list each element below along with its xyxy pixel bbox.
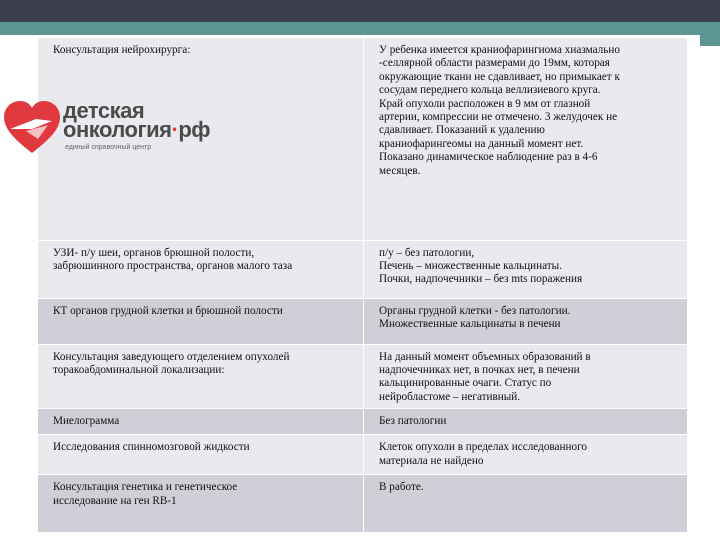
top-dark-bar [0,0,720,22]
row-label: Консультация нейрохирурга: [38,38,364,240]
top-accent-bar [0,22,720,35]
table-row [38,435,688,475]
row-value: На данный момент объемных образований в надпочечниках нет, в почках нет, в печени кальцинированные очаги. Статус по нейробластоме – негативный. [364,344,688,409]
row-value: п/у – без патологии, Печень – множественные кальцинаты. Почки, надпочечники – без mts поражения [364,240,688,298]
row-value: Без патологии [364,409,688,435]
row-value: У ребенка имеется краниофарингиома хиазмально -селлярной области размерами до 19мм, которая окружающие ткани не сдавливает, но примыкает к сосудам переднего кольца веллизиевого круга. Край опухоли расположен в 9 мм от глазной артерии, компрессии не отмечено. 3 желудочек не сдавливает. Показаний к удалению краниофарингеомы на данный момент нет. Показано динамическое наблюдение раз в 4-6 месяцев. [364,38,688,240]
logo-line-1: детская [63,98,145,123]
row-value: В работе. [364,475,688,533]
table-row [38,409,688,435]
table-row [38,240,688,298]
heart-icon [2,99,62,157]
table-row [38,344,688,409]
top-right-corner [700,0,720,46]
logo [2,98,211,157]
table-row [38,298,688,344]
row-label: Миелограмма [38,409,364,435]
row-label: Консультация заведующего отделением опухолей торакоабдоминальной локализации: [38,344,364,409]
row-label: КТ органов грудной клетки и брюшной полости [38,298,364,344]
logo-tagline: единый справочный центр [65,144,152,151]
table-row [38,475,688,533]
row-label: УЗИ- п/у шеи, органов брюшной полости, забрюшинного пространства, органов малого таза [38,240,364,298]
row-value: Клеток опухоли в пределах исследованного материала не найдено [364,435,688,475]
row-value: Органы грудной клетки - без патологии. Множественные кальцинаты в печени [364,298,688,344]
row-label: Исследования спинномозговой жидкости [38,435,364,475]
logo-line-2: онкология·рф [63,117,211,142]
row-label: Консультация генетика и генетическое исследование на ген RB-1 [38,475,364,533]
